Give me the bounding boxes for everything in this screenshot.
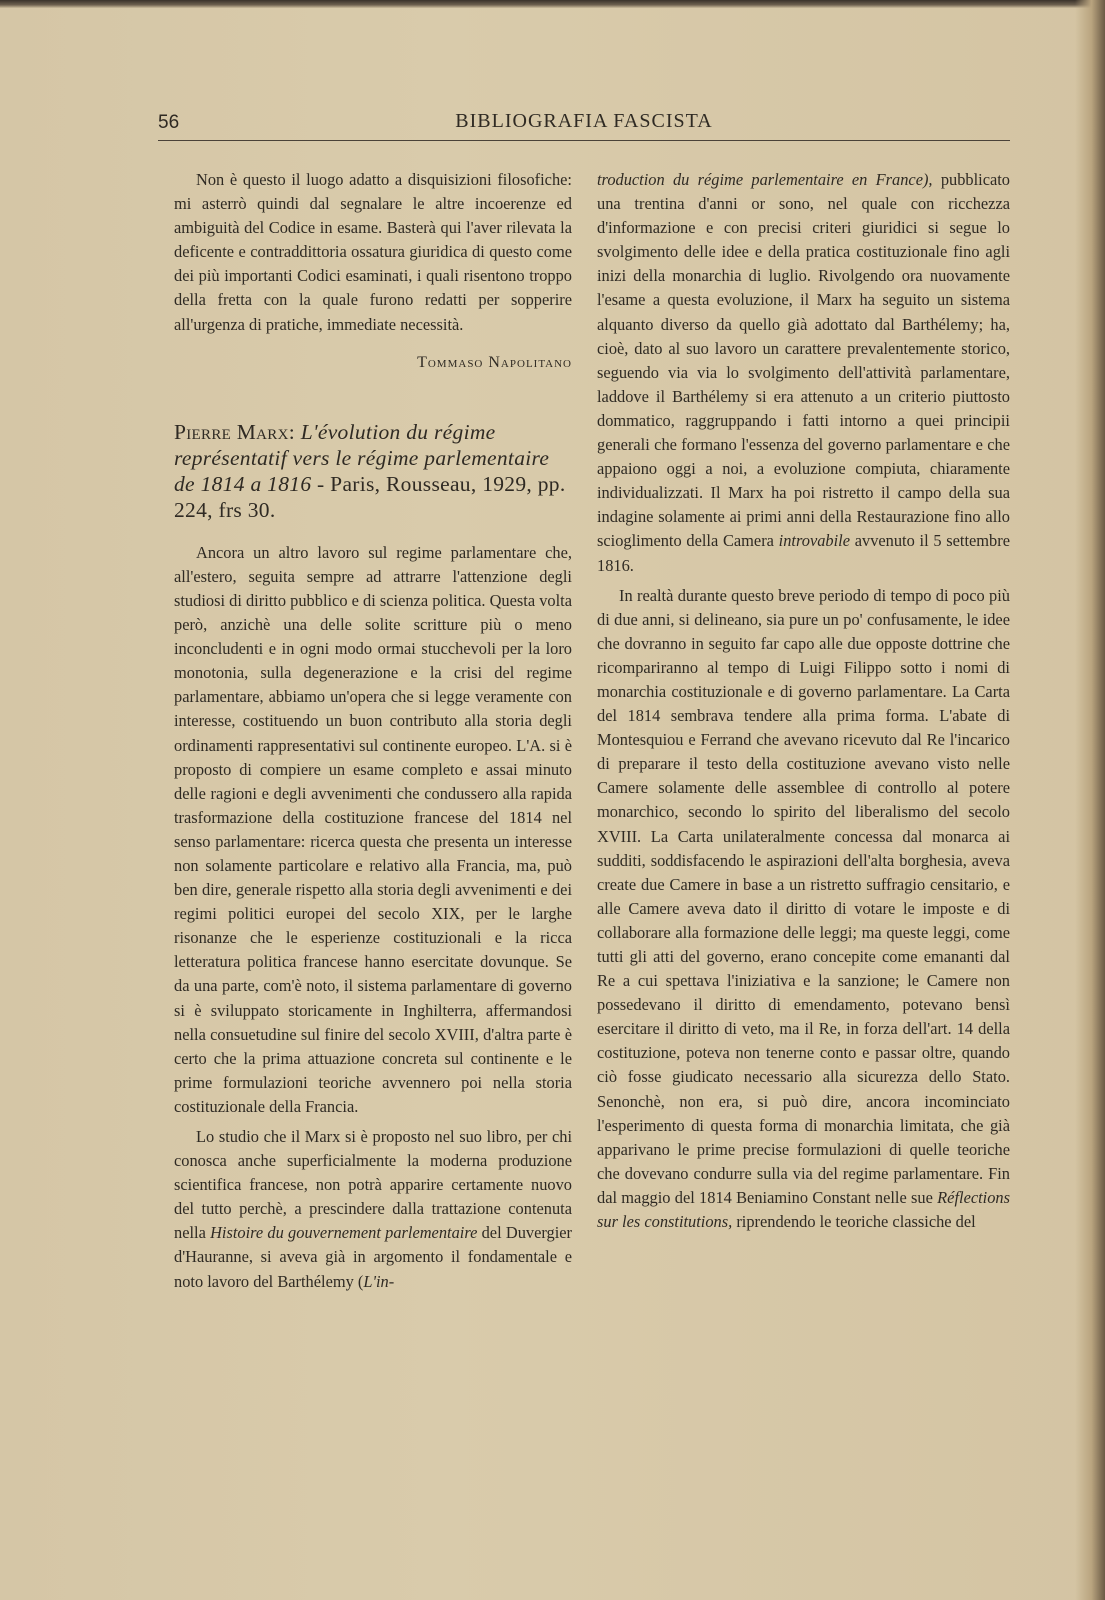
right-column — [597, 168, 1010, 1234]
page-top-edge — [0, 0, 1105, 8]
continued-italic-title: troduction du régime parlementaire en France), — [597, 170, 933, 189]
review-paragraph-2-text-b: del Duvergier d'Hauranne, si aveva già in argomento il fondamentale e noto lavoro del Barthélemy ( — [174, 1223, 573, 1291]
review-paragraph-2-italic-1: Histoire du gouvernement parlementaire — [210, 1223, 478, 1243]
review-paragraph-2-text-a: Lo studio che il Marx si è proposto nel suo libro, per chi conosca anche superficialmente la moderna produzione scientifica francese, non potrà apparire certamente nuovo del tutto perchè, a prescindere dalla trattazione contenuta nella — [174, 1127, 572, 1243]
review-book-title: L'évolution du régime représentatif vers le régime parlementaire de 1814 a 1816 — [174, 419, 550, 496]
continued-italic-word: introvabile — [778, 531, 850, 551]
running-title: BIBLIOGRAFIA FASCISTA — [455, 110, 713, 132]
continued-paragraph — [597, 168, 1010, 578]
review-paragraph-3-text-b: riprendendo le teoriche classiche del — [732, 1212, 976, 1232]
closing-paragraph: Non è questo il luogo adatto a disquisizioni filosofiche: mi asterrò quindi dal segnalare le altre incoerenze ed ambiguità del Codice in esame. Basterà qui l'aver rilevata la deficente e contraddittoria ossatura giuridica di questo come dei più importanti Codici esaminati, i quali risentono troppo della fretta con la quale furono redatti per sopperire all'urgenza di pratiche, immediate necessità. — [174, 170, 572, 334]
continued-text-b: avvenuto il 5 settembre 1816. — [597, 531, 1010, 575]
page-number: 56 — [158, 112, 180, 133]
page-header — [158, 110, 1010, 141]
review-paragraph-3-text-a: In realtà durante questo breve periodo di tempo di poco più di due anni, si delineano, sia pure un po' confusamente, le idee che dovranno in seguito far capo alle due opposte dottrine che ricompariranno al tempo di Luigi Filippo sotto i nomi di monarchia costituzionale e di governo parlamentare. La Carta del 1814 sembrava tendere alla prima forma. L'abate di Montesquiou e Ferrand che avevano ricevuto dal Re l'incarico di preparare il testo della costituzione avevano visto nelle Camere solamente delle assemblee di controllo al potere monarchico, secondo lo spirito del liberalismo del secolo XVIII. La Carta unilateralmente concessa dal monarca ai sudditi, soddisfacendo le aspirazioni dell'alta borghesia, aveva create due Camere in base a un ristretto suffragio censitario, e alle Camere aveva dato il diritto di votare le imposte e di collaborare alla formazione delle leggi; ma queste leggi, come tutti gli atti del governo, erano concepite come emananti dal Re a cui spettava l'iniziativa e la sanzione; le Camere non possedevano il diritto di emendamento, potevano bensì esercitare il diritto di veto, ma il Re, in forza dell'art. 14 della costituzione, poteva non tenerne conto e passar oltre, quando ciò fosse giudicato necessario alla sicurezza dello Stato. Senonchè, non era, si può dire, ancora incominciato l'esperimento di questa forma di monarchia limitata, che già apparivano le prime precise formulazioni di quelle teoriche che dovevano condurre sulla via del regime parlamentare. Fin dal maggio del 1814 Beniamino Constant nelle sue — [597, 585, 1010, 1207]
review-paragraph-1: Ancora un altro lavoro sul regime parlamentare che, all'estero, seguita sempre ad attrarre l'attenzione degli studiosi di diritto pubblico e di scienza politica. Questa volta però, anzichè una delle solite scritture più o meno inconcludenti e in ogni modo ormai stucchevoli per la loro monotonia, sulla degenerazione e la crisi del regime parlamentare, abbiamo un'opera che si legge veramente con interesse, costituendo un buon contributo alla storia degli ordinamenti rappresentativi sul continente europeo. L'A. si è proposto di compiere un esame completo e assai minuto delle ragioni e degli avvenimenti che condussero alla rapida trasformazione della costituzione francese del 1814 nel senso parlamentare: ricerca questa che presenta un interesse non solamente particolare e relativo alla Francia, ma, può ben dire, generale rispetto alla storia degli avvenimenti e dei regimi politici europei del secolo XIX, per le larghe risonanze che le esperienze costituzionali e la ricca letteratura politica francese hanno esercitate dovunque. Se da una parte, com'è noto, il sistema parlamentare di governo si è sviluppato storicamente in Inghilterra, affermandosi nella consuetudine sul finire del secolo XVIII, d'altra parte è certo che la prima attuazione concreta sul continente e le prime formulazioni teoriche avvennero poi nella storia costituzionale della Francia. — [174, 542, 572, 1116]
review-paragraph-3-italic: Réflections sur les constitutions, — [597, 1187, 1010, 1232]
review-paragraph-3 — [597, 584, 1010, 1235]
left-column — [174, 168, 572, 1294]
reviewer-signature: Tommaso Napolitano — [417, 353, 572, 371]
review-paragraph-2 — [174, 1125, 572, 1294]
review-author: Pierre Marx — [174, 419, 289, 444]
review-heading — [174, 419, 572, 523]
continued-text-a: pubblicato una trentina d'anni or sono, nel quale con ricchezza d'informazione e con precisi criteri giuridici si segue lo svolgimento delle idee e della pratica costituzionale fino agli inizi della monarchia di luglio. Rivolgendo ora nuovamente l'esame a questa evoluzione, il Marx ha seguito un sistema alquanto diverso da quello già adottato dal Barthélemy; ha, cioè, dato al suo lavoro un carattere prevalentemente storico, seguendo via via lo svolgimento dell'attività parlamentare, laddove il Barthélemy si era attenuto a un criterio piuttosto dommatico, raggruppando i fatti intorno a quei principii generali che formano l'essenza del governo parlamentare e che appaiono oggi a noi, a evoluzione compiuta, chiaramente individualizzati. Il Marx ha poi ristretto il campo della sua indagine solamente ai primi anni della Restaurazione fino allo scioglimento della Camera — [597, 170, 1011, 551]
page-right-edge — [1075, 0, 1105, 1600]
review-imprint: - Paris, Rousseau, 1929, pp. 224, frs 30. — [174, 471, 566, 522]
review-separator: : — [288, 419, 301, 444]
review-paragraph-2-italic-2: L'in- — [363, 1271, 395, 1291]
